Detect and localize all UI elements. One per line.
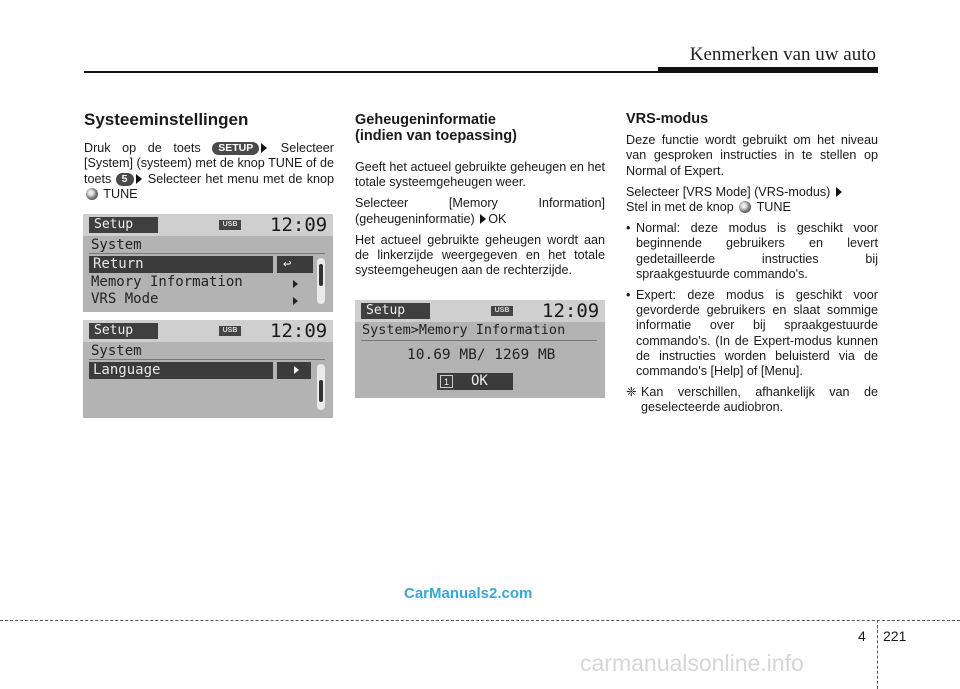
note: [626, 385, 878, 415]
page-header-title: Kenmerken van uw auto: [689, 44, 876, 65]
screen-language-menu: [83, 320, 333, 418]
menu-item-return[interactable]: Return: [89, 256, 273, 273]
paragraph-system-instructions: [84, 141, 334, 202]
vrs-mode-list: [626, 221, 878, 379]
column-system-settings: [84, 108, 334, 208]
screen-clock: 12:09: [270, 320, 328, 342]
screen-memory-information: [355, 300, 605, 398]
text: Stel in met de knop: [626, 200, 734, 215]
screen-system-menu: [83, 214, 333, 312]
heading-line: Geheugeninformatie: [355, 112, 496, 128]
usb-icon: USB: [219, 326, 241, 336]
text: Selecteer [Memory Information] (geheugeninformatie): [355, 196, 605, 226]
memory-usage-value: 10.69 MB/ 1269 MB: [407, 347, 556, 363]
menu-item-vrs-mode[interactable]: VRS Mode: [91, 291, 159, 307]
screen-divider: [361, 340, 597, 341]
text: OK: [488, 211, 507, 226]
screen-tab-setup: Setup: [89, 323, 158, 339]
footer-rule: [0, 620, 960, 621]
section-heading-system-settings: Systeeminstellingen: [84, 110, 249, 129]
screen-clock: 12:09: [542, 300, 600, 322]
screen-tab-setup: Setup: [89, 217, 158, 233]
watermark-text: carmanualsonline.info: [580, 650, 804, 676]
setup-key-icon: SETUP: [212, 142, 259, 155]
screen-clock: 12:09: [270, 214, 328, 236]
menu-item-memory-information[interactable]: Memory Information: [91, 274, 243, 290]
heading-line: (indien van toepassing): [355, 128, 517, 144]
arrow-right-icon: [136, 174, 142, 184]
screen-path-label: System>Memory Information: [362, 322, 566, 338]
text: TUNE: [103, 186, 138, 201]
tune-knob-icon: [86, 188, 98, 200]
arrow-right-icon: [294, 366, 299, 374]
menu-item-language[interactable]: Language: [89, 362, 273, 379]
ok-number-icon: 1: [440, 375, 453, 388]
note-mark-icon: ❈: [626, 385, 637, 400]
arrow-right-icon: [293, 280, 298, 288]
section-heading-vrs-mode: VRS-modus: [626, 111, 709, 127]
screen-tab-setup: Setup: [361, 303, 430, 319]
section-heading-memory-information: [355, 112, 605, 144]
column-vrs-mode: [626, 112, 878, 416]
usb-icon: USB: [219, 220, 241, 230]
note-text: Kan verschillen, afhankelijk van de geselecteerde audiobron.: [641, 385, 878, 415]
screen-section-label: System: [91, 237, 142, 253]
tune-knob-icon: [739, 201, 751, 213]
text: Selecteer [VRS Mode] (VRS-modus): [626, 184, 831, 199]
ok-button-label: OK: [471, 373, 488, 389]
arrow-right-icon: [480, 214, 486, 224]
screen-divider: [89, 253, 325, 254]
text: TUNE: [756, 200, 791, 215]
paragraph-vrs-description: Deze functie wordt gebruikt om het niveau van gesproken instructies in te stellen op Normal of Expert.: [626, 133, 878, 178]
paragraph-memory-instruction: [355, 196, 605, 226]
header-rule-accent: [658, 67, 878, 73]
scrollbar-thumb[interactable]: [319, 380, 323, 402]
header-rule: [84, 71, 660, 73]
paragraph-vrs-instruction: [626, 185, 878, 215]
return-icon: ↩: [277, 256, 313, 273]
text: Druk op de toets: [84, 141, 201, 156]
arrow-right-icon: [293, 297, 298, 305]
footer-divider: [877, 620, 878, 689]
text: Selecteer het menu met de knop: [147, 171, 335, 186]
paragraph-memory-description: Geeft het actueel gebruikte geheugen en het totale systeemgeheugen weer.: [355, 160, 605, 190]
arrow-right-icon: [261, 143, 267, 153]
scrollbar-thumb[interactable]: [319, 264, 323, 286]
screen-divider: [89, 359, 325, 360]
screen-section-label: System: [91, 343, 142, 359]
five-key-icon: 5: [116, 173, 134, 186]
watermark-link[interactable]: CarManuals2.com: [404, 585, 533, 602]
chapter-number: 4: [858, 628, 866, 644]
column-memory-information: [355, 112, 605, 284]
paragraph-memory-display: Het actueel gebruikte geheugen wordt aan de linkerzijde weergegeven en het totale systeemgeheugen aan de rechterzijde.: [355, 232, 605, 278]
list-item: • Expert: deze modus is geschikt voor gevorderde gebruikers en slaat sommige informatie over bij spraakgestuurde commando's. (In de Expert-modus kunnen de instructies worden beluisterd via de commando's [Help] of [Menu].: [626, 288, 878, 379]
page-number: 221: [883, 628, 907, 644]
arrow-right-icon: [836, 187, 842, 197]
ok-button[interactable]: [437, 373, 513, 390]
list-item: • Normal: deze modus is geschikt voor beginnende gebruikers en levert gedetailleerde instructies bij spraakgestuurde commando's.: [626, 221, 878, 282]
text: Selecteer [System] (systeem) met de knop TUNE of de toets: [84, 141, 335, 186]
usb-icon: USB: [491, 306, 513, 316]
